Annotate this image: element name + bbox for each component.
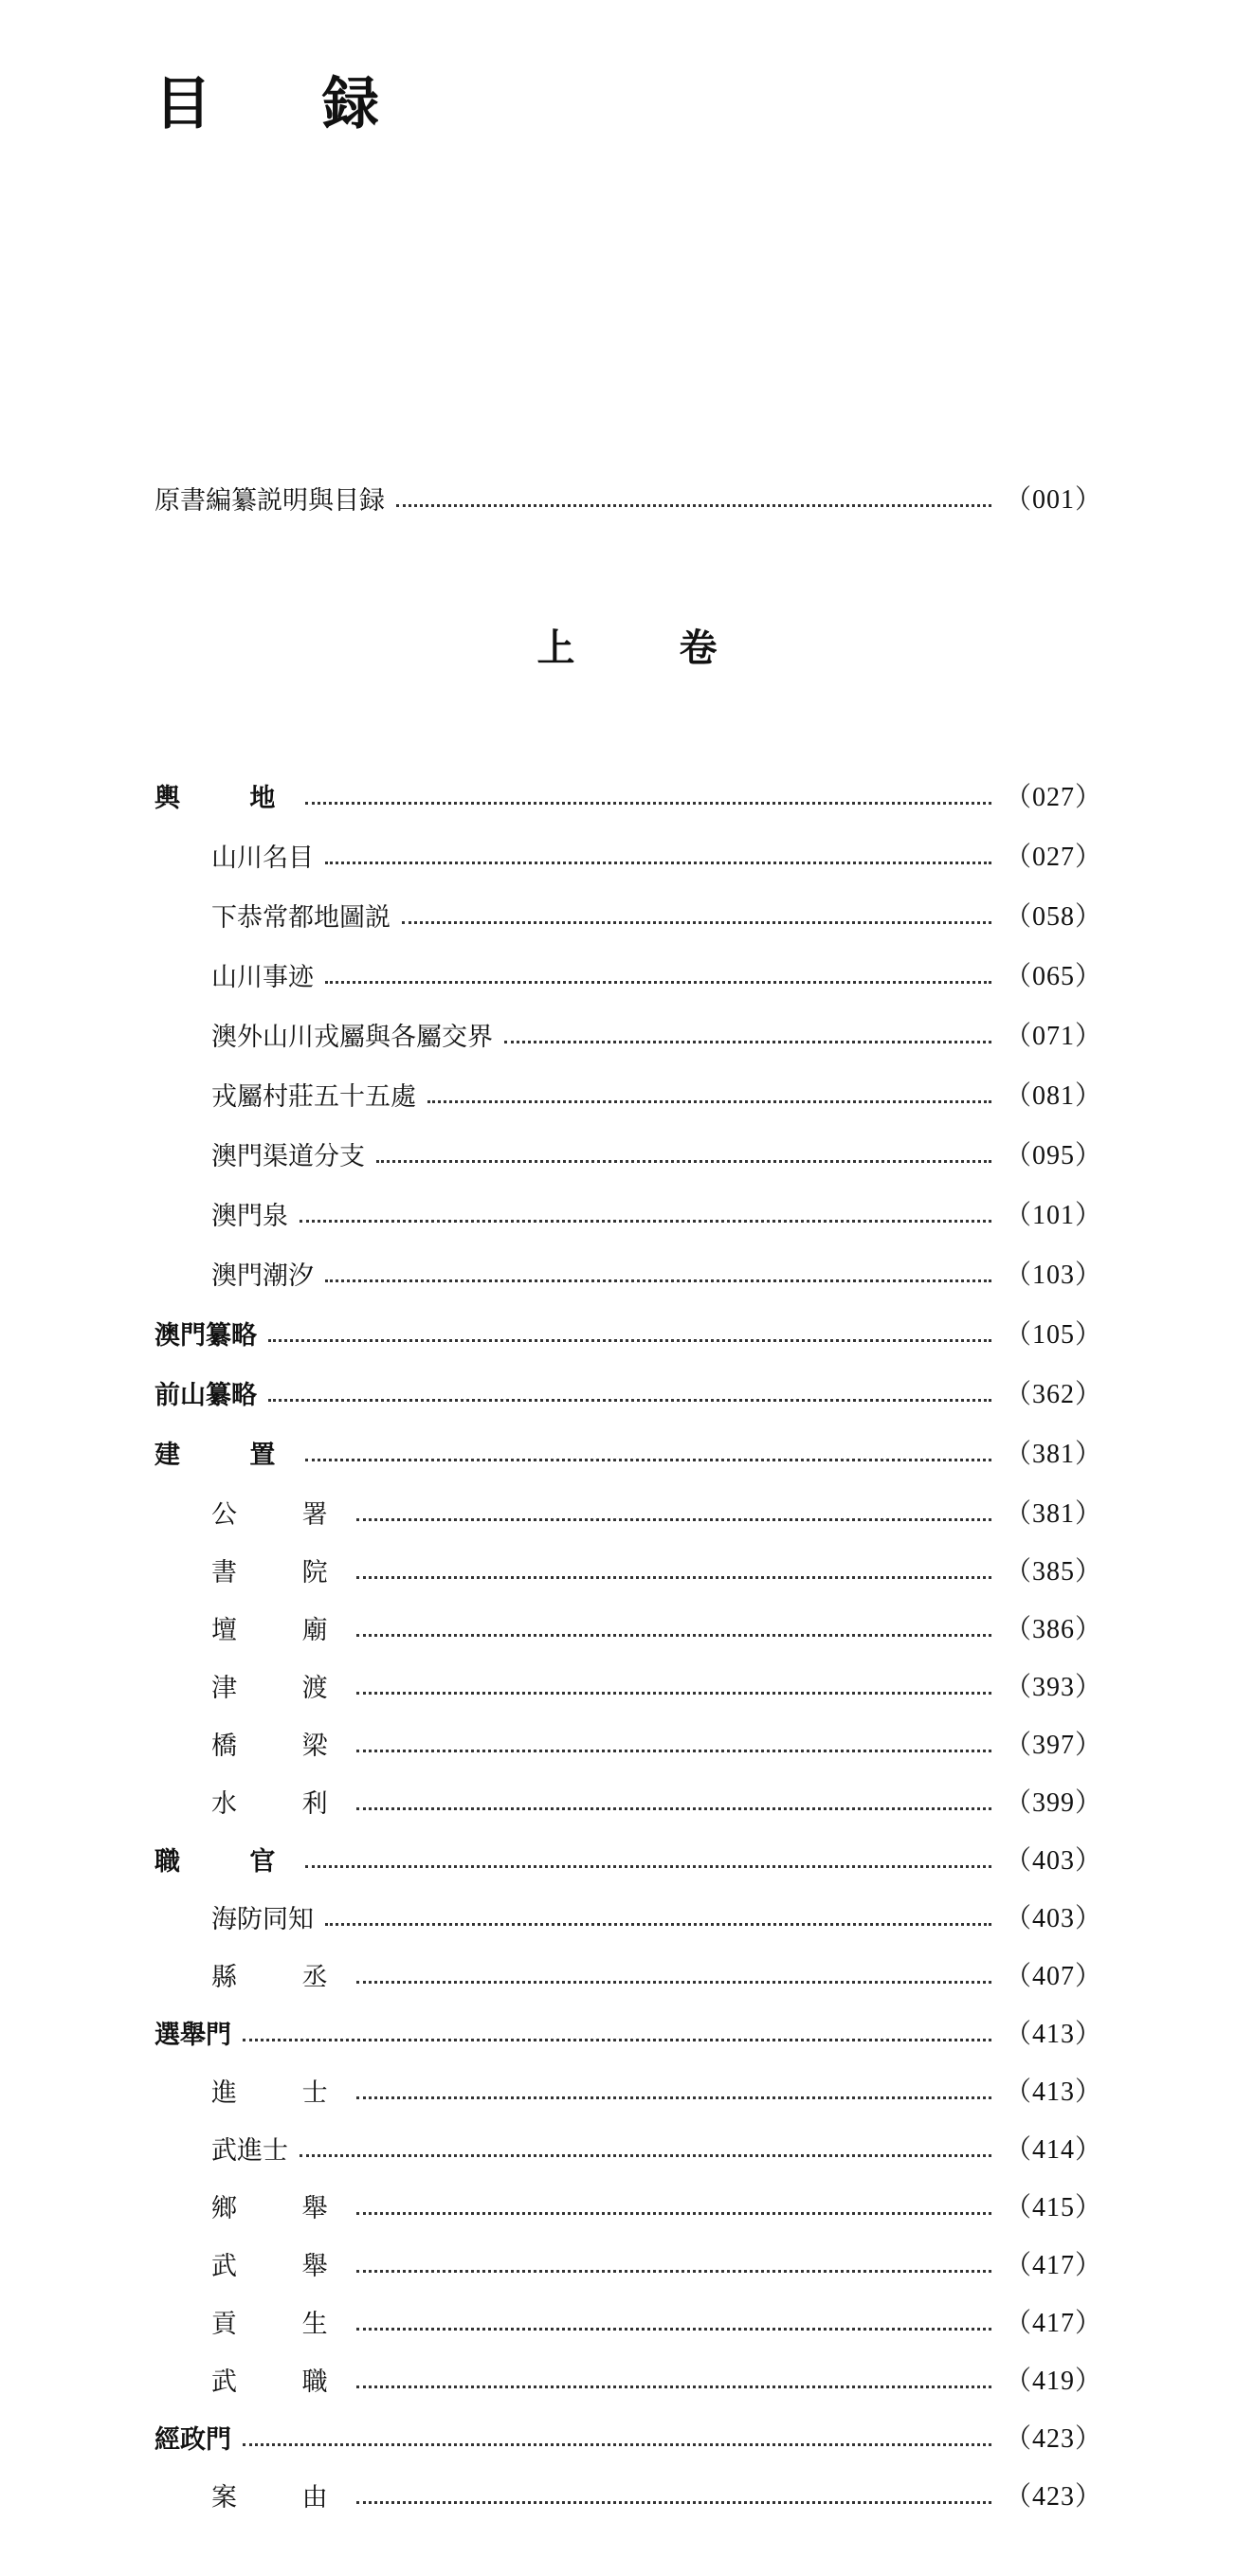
entry-page-number: （105）	[1004, 1320, 1102, 1350]
toc-section	[154, 1841, 1102, 1882]
dot-leader	[305, 1459, 991, 1461]
toc-subentry	[211, 2361, 1102, 2403]
toc-subentry	[211, 1494, 1102, 1535]
toc-subentry	[211, 1956, 1102, 1998]
entry-label: 縣 丞	[211, 1962, 356, 1992]
entry-label: 選舉門	[154, 2020, 231, 2050]
dot-leader	[300, 2154, 991, 2157]
toc-subentry	[211, 2187, 1102, 2229]
dot-leader	[356, 1692, 991, 1695]
entry-label: 山川名目	[211, 843, 314, 873]
entry-page-number: （414）	[1004, 2135, 1102, 2165]
entry-label: 公 署	[211, 1499, 356, 1530]
entry-page-number: （081）	[1004, 1081, 1102, 1111]
dot-leader	[356, 2328, 991, 2331]
toc-section	[154, 777, 1102, 819]
dot-leader	[402, 921, 991, 924]
toc-subentry	[211, 1016, 1102, 1058]
entry-label: 澳門泉	[211, 1201, 288, 1231]
entry-label: 武進士	[211, 2135, 288, 2166]
toc-entry-preface	[154, 480, 1102, 521]
entry-label: 山川事迹	[211, 962, 314, 992]
dot-leader	[356, 2270, 991, 2273]
dot-leader	[356, 1518, 991, 1521]
toc-subentry	[211, 2245, 1102, 2287]
entry-page-number: （095）	[1004, 1141, 1102, 1170]
entry-page-number: （399）	[1004, 1788, 1102, 1818]
entry-page-number: （381）	[1004, 1499, 1102, 1529]
entry-page-number: （413）	[1004, 2020, 1102, 2049]
entry-label: 書 院	[211, 1557, 356, 1587]
toc-subentry	[211, 2476, 1102, 2518]
dot-leader	[356, 2386, 991, 2388]
dot-leader	[305, 802, 991, 805]
entry-label: 職 官	[154, 1846, 306, 1877]
page-title: 目 録	[154, 71, 425, 137]
dot-leader	[356, 2212, 991, 2215]
entry-page-number: （027）	[1004, 783, 1102, 812]
toc-section	[154, 1315, 1102, 1356]
toc-subentry	[211, 2072, 1102, 2113]
toc-section	[154, 2419, 1102, 2460]
entry-label: 鄉 舉	[211, 2193, 356, 2223]
entry-page-number: （397）	[1004, 1731, 1102, 1760]
entry-page-number: （415）	[1004, 2193, 1102, 2222]
dot-leader	[356, 1981, 991, 1984]
toc-subentry	[211, 1667, 1102, 1709]
entry-page-number: （386）	[1004, 1615, 1102, 1644]
entry-page-number: （393）	[1004, 1673, 1102, 1702]
entry-page-number: （381）	[1004, 1440, 1102, 1469]
entry-page-number: （001）	[1004, 485, 1102, 515]
entry-label: 武 舉	[211, 2251, 356, 2281]
entry-page-number: （027）	[1004, 843, 1102, 872]
toc-subentry	[211, 1135, 1102, 1177]
dot-leader	[356, 1634, 991, 1637]
entry-page-number: （419）	[1004, 2367, 1102, 2396]
dot-leader	[356, 2501, 991, 2504]
toc-subentry	[211, 2303, 1102, 2345]
entry-label: 下恭常都地圖説	[211, 902, 391, 933]
entry-page-number: （407）	[1004, 1962, 1102, 1991]
entry-page-number: （071）	[1004, 1022, 1102, 1051]
entry-label: 橋 梁	[211, 1731, 356, 1761]
entry-page-number: （058）	[1004, 902, 1102, 932]
entry-page-number: （403）	[1004, 1846, 1102, 1876]
entry-label: 壇 廟	[211, 1615, 356, 1645]
toc-section	[154, 1374, 1102, 1416]
toc-subentry	[211, 837, 1102, 879]
dot-leader	[356, 1750, 991, 1752]
entry-page-number: （362）	[1004, 1380, 1102, 1409]
entry-label: 建 置	[154, 1440, 306, 1470]
dot-leader	[243, 2039, 991, 2041]
dot-leader	[268, 1339, 991, 1342]
entry-page-number: （413）	[1004, 2077, 1102, 2107]
dot-leader	[268, 1399, 991, 1402]
toc-subentry	[211, 1255, 1102, 1297]
entry-page-number: （417）	[1004, 2251, 1102, 2280]
entry-label: 前山纂略	[154, 1380, 257, 1410]
entry-label: 貢 生	[211, 2309, 356, 2339]
entry-label: 澳門潮汐	[211, 1261, 314, 1291]
dot-leader	[300, 1220, 991, 1223]
dot-leader	[325, 862, 991, 864]
entry-label: 海防同知	[211, 1904, 314, 1934]
dot-leader	[243, 2443, 991, 2446]
entry-label: 原書編纂説明與目録	[154, 485, 385, 516]
entry-label: 澳門纂略	[154, 1320, 257, 1351]
toc-subentry	[211, 2130, 1102, 2171]
dot-leader	[396, 504, 991, 507]
toc-subentry	[211, 1783, 1102, 1824]
entry-label: 進 士	[211, 2077, 356, 2108]
entry-label: 水 利	[211, 1788, 356, 1819]
dot-leader	[325, 981, 991, 984]
entry-label: 津 渡	[211, 1673, 356, 1703]
toc-subentry	[211, 1551, 1102, 1593]
toc-subentry	[211, 1195, 1102, 1237]
entry-label: 武 職	[211, 2367, 356, 2397]
dot-leader	[427, 1100, 991, 1103]
dot-leader	[356, 1807, 991, 1810]
dot-leader	[325, 1923, 991, 1926]
toc-section	[154, 2014, 1102, 2056]
toc-subentry	[211, 1609, 1102, 1651]
entry-label: 戎屬村莊五十五處	[211, 1081, 416, 1112]
dot-leader	[356, 2096, 991, 2099]
toc-subentry	[211, 1076, 1102, 1117]
entry-label: 澳外山川戎屬與各屬交界	[211, 1022, 493, 1052]
volume-title: 上 卷	[536, 626, 763, 670]
dot-leader	[376, 1160, 991, 1163]
dot-leader	[504, 1041, 991, 1043]
entry-page-number: （065）	[1004, 962, 1102, 991]
entry-page-number: （423）	[1004, 2482, 1102, 2512]
entry-page-number: （423）	[1004, 2424, 1102, 2454]
entry-page-number: （101）	[1004, 1201, 1102, 1230]
toc-subentry	[211, 897, 1102, 938]
dot-leader	[325, 1279, 991, 1282]
toc-subentry	[211, 1898, 1102, 1940]
entry-label: 經政門	[154, 2424, 231, 2455]
toc-subentry	[211, 1725, 1102, 1767]
entry-page-number: （417）	[1004, 2309, 1102, 2338]
entry-label: 輿 地	[154, 783, 306, 813]
toc-subentry	[211, 956, 1102, 998]
dot-leader	[305, 1865, 991, 1868]
toc-section	[154, 1434, 1102, 1476]
dot-leader	[356, 1576, 991, 1579]
entry-label: 案 由	[211, 2482, 356, 2513]
entry-page-number: （103）	[1004, 1261, 1102, 1290]
entry-page-number: （403）	[1004, 1904, 1102, 1933]
entry-label: 澳門渠道分支	[211, 1141, 365, 1171]
entry-page-number: （385）	[1004, 1557, 1102, 1587]
